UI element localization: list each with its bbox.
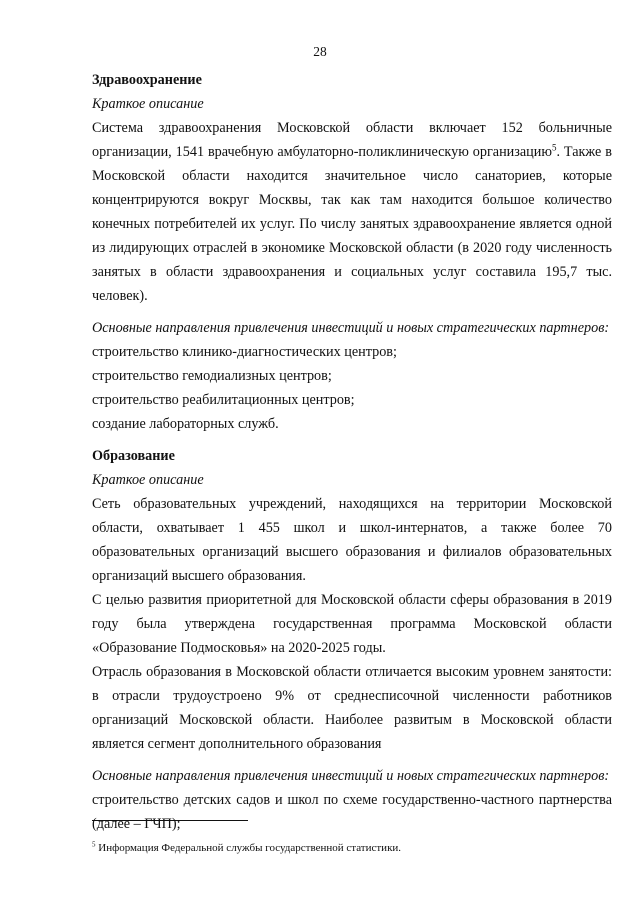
page-number: 28 (313, 44, 327, 59)
footnote-ref: 5 (551, 142, 557, 153)
list-item: строительство гемодиализных центров; (92, 368, 332, 384)
section-subheading: Краткое описание (92, 472, 204, 488)
healthcare-paragraph (92, 116, 612, 308)
education-paragraph: Сеть образовательных учреждений, находящихся на территории Московской области, охватывает 1 455 школ и школ-интернатов, а также более 70 образовательных организаций высшего образования и филиалов образовательных организаций высшего образования. (92, 496, 612, 584)
footnote (92, 842, 401, 854)
healthcare-directions-heading: Основные направления привлечения инвестиций и новых стратегических партнеров: (92, 320, 610, 336)
healthcare-paragraph-cont: . Также в Московской области находится значительное число санаториев, которые концентрируются вокруг Москвы, так как там находится большое количество конечных потребителей их услуг. По числу занятых здравоохранение является одной из лидирующих отраслей в экономике Московской области (в 2020 году численность занятых в области здравоохранения и социальных услуг составила 195,7 тыс. человек). (92, 144, 612, 304)
page-content (92, 64, 612, 836)
education-paragraph: С целью развития приоритетной для Московской области сферы образования в 2019 году была утверждена государственная программа Московской области «Образование Подмосковья» на 2020-2025 годы. (92, 592, 612, 656)
footnote-number: 5 (92, 840, 96, 849)
section-heading-education: Образование (92, 448, 175, 464)
list-item: строительство клинико-диагностических центров; (92, 344, 397, 360)
education-directions-heading: Основные направления привлечения инвестиций и новых стратегических партнеров: (92, 768, 610, 784)
healthcare-paragraph-text: Система здравоохранения Московской области включает 152 больничные организации, 1541 врачебную амбулаторно-поликлиническую организацию (92, 120, 612, 160)
education-paragraph: Отрасль образования в Московской области отличается высоким уровнем занятости: в отрасли трудоустроено 9% от среднесписочной численности работников организаций Московской области. Наиболее развитым в Московской области является сегмент дополнительного образования (92, 664, 612, 752)
section-heading-healthcare: Здравоохранение (92, 72, 202, 88)
footnote-text: Информация Федеральной службы государственной статистики. (95, 842, 402, 854)
healthcare-directions-list (92, 340, 612, 436)
list-item: создание лабораторных служб. (92, 416, 279, 432)
list-item: строительство реабилитационных центров; (92, 392, 355, 408)
footnote-separator (92, 820, 248, 821)
section-subheading: Краткое описание (92, 96, 204, 112)
list-item: строительство детских садов и школ по схеме государственно-частного партнерства (далее – ГЧП); (92, 792, 612, 832)
